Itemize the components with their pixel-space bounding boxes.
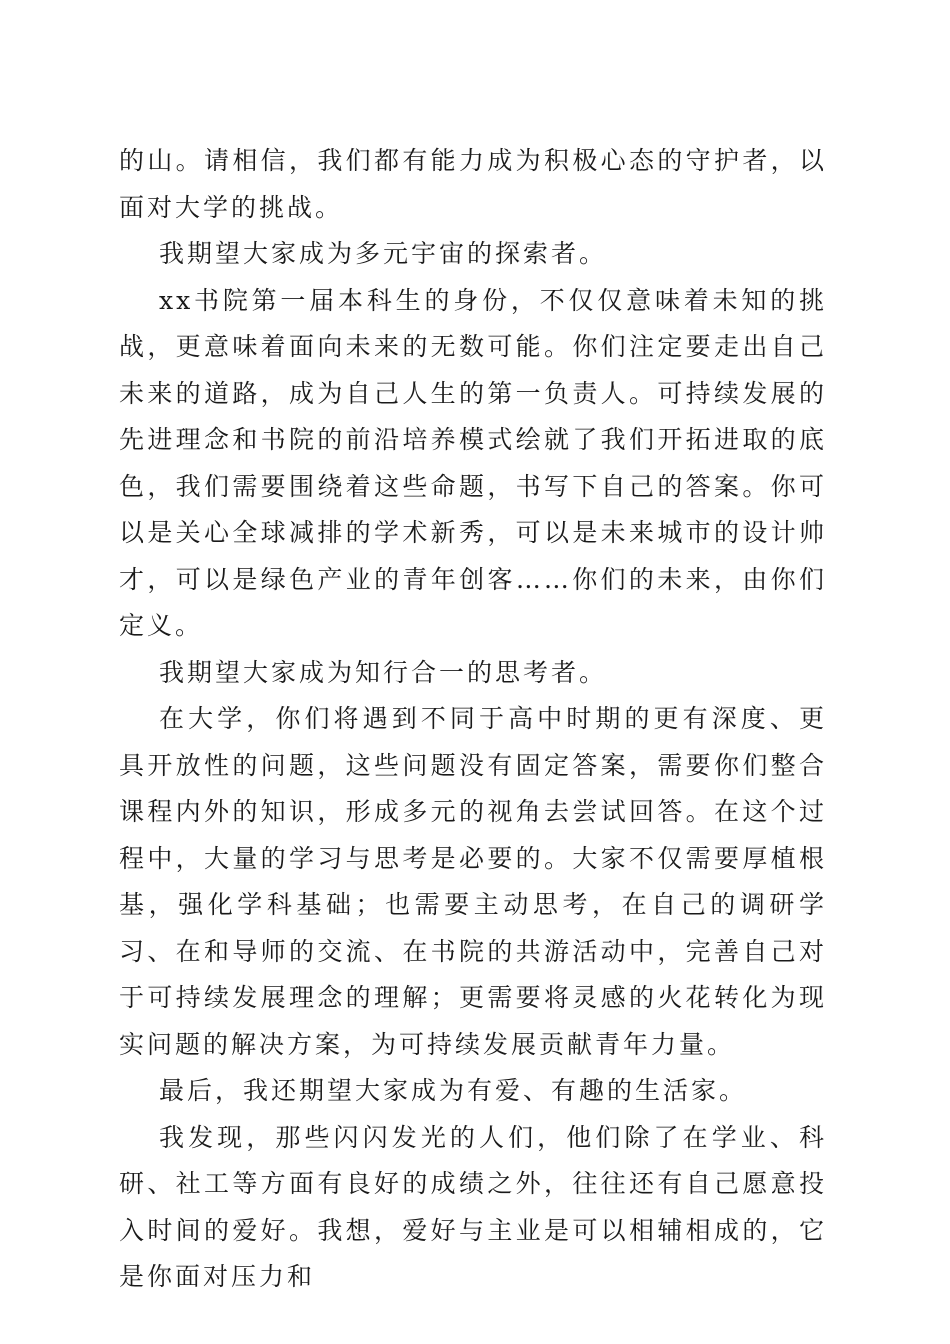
document-body (119, 138, 827, 1301)
paragraph-explorer-body: xx书院第一届本科生的身份，不仅仅意味着未知的挑战，更意味着面向未来的无数可能。你们注定要走出自己未来的道路，成为自己人生的第一负责人。可持续发展的先进理念和书院的前沿培养模式绘就了我们开拓进取的底色，我们需要围绕着这些命题，书写下自己的答案。你可以是关心全球减排的学术新秀，可以是未来城市的设计帅才，可以是绿色产业的青年创客……你们的未来，由你们定义。 (119, 285, 827, 640)
paragraph-heading-life: 最后，我还期望大家成为有爱、有趣的生活家。 (159, 1076, 748, 1105)
paragraph-heading-thinker: 我期望大家成为知行合一的思考者。 (159, 657, 608, 687)
paragraph-thinker-body: 在大学，你们将遇到不同于高中时期的更有深度、更具开放性的问题，这些问题没有固定答案，需要你们整合课程内外的知识，形成多元的视角去尝试回答。在这个过程中，大量的学习与思考是必要的。大家不仅需要厚植根基，强化学科基础；也需要主动思考，在自己的调研学习、在和导师的交流、在书院的共游活动中，完善自己对于可持续发展理念的理解；更需要将灵感的火花转化为现实问题的解决方案，为可持续发展贡献青年力量。 (119, 704, 827, 1059)
paragraph-heading-explorer: 我期望大家成为多元宇宙的探索者。 (159, 239, 608, 268)
paragraph-life-body: 我发现，那些闪闪发光的人们，他们除了在学业、科研、社工等方面有良好的成绩之外，往往还有自己愿意投入时间的爱好。我想，爱好与主业是可以相辅相成的，它是你面对压力和 (119, 1122, 827, 1291)
paragraph-continuation: 的山。请相信，我们都有能力成为积极心态的守护者，以面对大学的挑战。 (119, 146, 827, 222)
